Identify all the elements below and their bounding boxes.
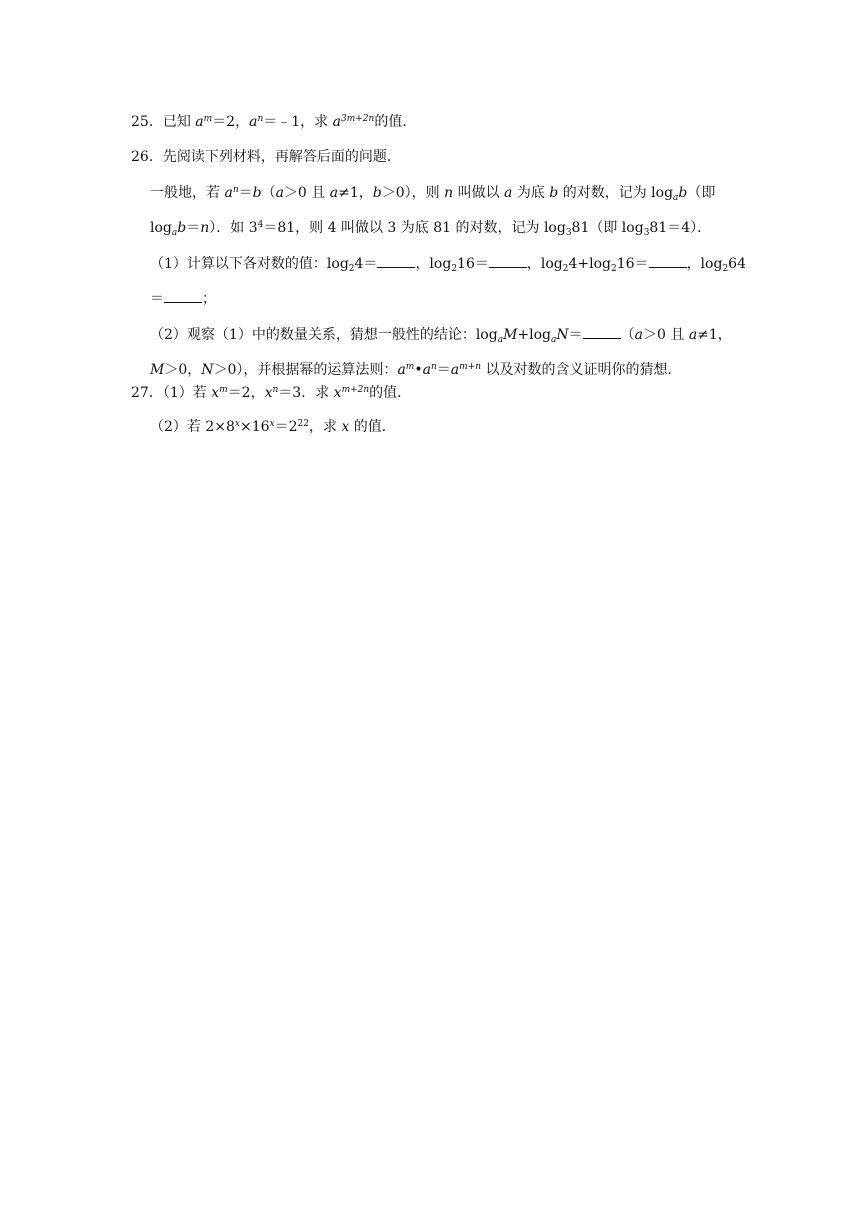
answer-blank[interactable]: [649, 255, 687, 268]
question-26-title: 26．先阅读下列材料，再解答后面的问题．: [131, 149, 401, 165]
question-26-part-1: （1）计算以下各对数的值：$\log_24=$ ，$\log_216=$ ，$\log_24+\log_216=$ ，$\log_264$: [150, 256, 746, 274]
answer-blank[interactable]: [377, 255, 415, 268]
question-26-paragraph-1: 一般地，若 $a^n=b(a>0$ 且 a≠1，b＞0），则 n 叫做以 a 为底 b 的对数，记为 $\log_ab$（即: [150, 185, 716, 203]
question-number: 26．: [131, 149, 163, 165]
question-number: 27．: [131, 385, 163, 401]
question-27-part-2: （2）若 $2\times 8^x\times 16^x=2^{22}$，求 x 的值．: [150, 419, 396, 435]
answer-blank[interactable]: [164, 290, 202, 303]
answer-blank[interactable]: [583, 326, 621, 339]
question-26-part-1-cont: ＝ ；: [150, 291, 216, 307]
question-26-part-2-cont: M＞0，N＞0），并根据幂的运算法则：$a^m•a^n=a^{m+n}$ 以及对数的含义证明你的猜想．: [150, 362, 682, 378]
question-26-paragraph-2: $\log_ab=n$）．如 $3^4=81$，则 4 叫做以 3 为底 81 的对数，记为 $\log_381$（即 $\log_381=4$）．: [150, 220, 712, 238]
question-number: 25．: [131, 114, 163, 130]
question-27-part-1: 27．（1）若 $x^m=2$，$x^n=3$．求 $x^{m+2n}$的值．: [131, 385, 412, 401]
question-26-part-2: （2）观察（1）中的数量关系，猜想一般性的结论：$\log_aM+\log_aN= (a>0$ 且 a≠1，: [150, 327, 732, 345]
question-25: 25．已知 $a^m=2$，$a^n=﹣1$，求 $a^{3m+2n}$的值．: [131, 114, 417, 130]
answer-blank[interactable]: [489, 255, 527, 268]
